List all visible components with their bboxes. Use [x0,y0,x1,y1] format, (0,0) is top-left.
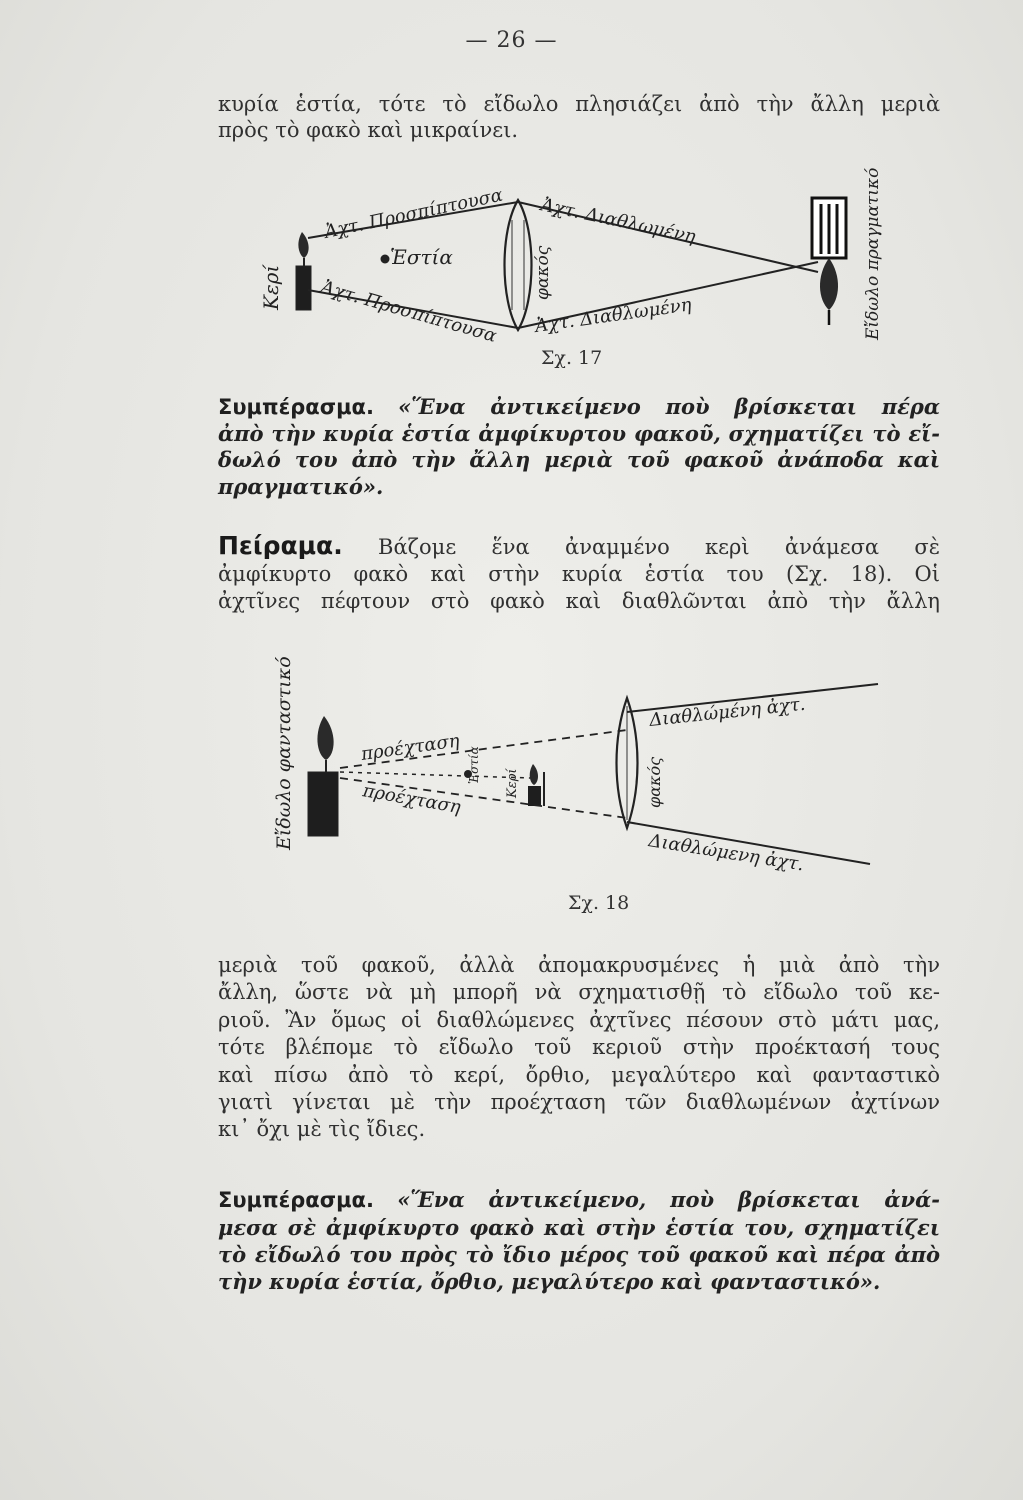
text-line: μεριὰ τοῦ φακοῦ, ἀλλὰ ἀπομακρυσμένες ἡ μιὰ ἀπὸ τὴν [218,953,940,977]
experiment-paragraph [218,532,940,615]
refracted-ray-bottom-label: Ἀχτ. Διαθλωμένη [533,294,693,337]
real-image-label: Εἴδωλο πραγματικό [863,167,883,340]
focus-label: Ἑστία [467,746,481,784]
focus-point [381,255,390,264]
text-line: τότε βλέπομε τὸ εἴδωλο τοῦ κεριοῦ στὴν προέκτασή τους [218,1035,940,1060]
candle-label: Κερί [505,768,520,798]
refracted-ray-top-label: Διαθλώμένη ἀχτ. [648,693,807,731]
biconvex-lens [505,200,532,330]
figure-18-diagram [240,656,900,888]
text-line: γιατὶ γίνεται μὲ τὴν προέχταση τῶν διαθλωμένων ἀχτίνων [218,1090,940,1115]
text-line: κυρία ἑστία, τότε τὸ εἴδωλο πλησιάζει ἀπὸ τὴν ἄλλη μεριὰ [218,92,940,116]
conclusion-label: Συμπέρασμα. [218,1188,374,1212]
figure-18-caption: Σχ. 18 [568,892,630,914]
text-line: κι᾿ ὄχι μὲ τὶς ἴδιες. [218,1117,426,1142]
conclusion-1 [218,394,940,500]
projection-middle [340,772,530,778]
projection-top-label: προέχταση [359,730,461,765]
conclusion-2 [218,1186,940,1295]
refracted-ray-bottom-label: Διαθλώμενη ἀχτ. [647,830,806,876]
figure-17-caption: Σχ. 17 [541,347,603,369]
focus-label: Ἑστία [390,245,453,269]
incident-ray-top-label: Ἀχτ. Προσπίπτουσα [322,184,505,243]
page-number: — 26 — [465,28,558,53]
candle-icon [528,764,544,806]
experiment-text: ἀχτῖνες πέφτουν στὸ φακὸ καὶ διαθλῶνται ἀπὸ τὴν ἄλλη [218,589,940,613]
conclusion-text: ἀπὸ τὴν κυρία ἑστία ἀμφίκυρτου φακοῦ, σχηματίζει τὸ εἴ- [218,420,940,446]
text-line: πρὸς τὸ φακὸ καὶ μικραίνει. [218,117,519,142]
virtual-image-label: Εἴδωλο φανταστικό [273,656,295,850]
conclusion-text: πραγματικό». [218,473,384,499]
conclusion-text: «Ἕνα ἀντικείμενο ποὺ βρίσκεται πέρα [398,394,940,419]
text-line: ριοῦ. Ἂν ὅμως οἱ διαθλώμενες ἀχτῖνες πέσουν στὸ μάτι μας, [218,1007,940,1032]
refracted-ray-top-label: Ἀχτ. Διαθλωμένη [538,194,698,248]
biconvex-lens [617,698,638,828]
virtual-image-candle-icon [308,716,338,836]
incident-ray-bottom-label: Ἀχτ. Προσπίπτουσα [318,276,499,347]
intro-paragraph [218,92,940,143]
conclusion-text: δωλό του ἀπὸ τὴν ἄλλη μεριὰ τοῦ φακοῦ ἀνάποδα καὶ [218,447,940,472]
figure-17-diagram [259,167,908,350]
conclusion-label: Συμπέρασμα. [218,395,374,419]
text-line: ἄλλη, ὥστε νὰ μὴ μπορῆ νὰ σχηματισθῇ τὸ εἴδωλο τοῦ κε- [218,980,940,1005]
experiment-label: Πείραμα. [218,531,343,560]
candle-label: Κερί [259,264,283,310]
text-line: καὶ πίσω ἀπὸ τὸ κερί, ὄρθιο, μεγαλύτερο καὶ φανταστικὸ [218,1062,940,1087]
conclusion-text: μεσα σὲ ἀμφίκυρτο φακὸ καὶ στὴν ἑστία του, σχηματίζει [218,1215,940,1240]
conclusion-text: τὸ εἴδωλό του πρὸς τὸ ἴδιο μέρος τοῦ φακοῦ καὶ πέρα ἀπὸ [218,1242,940,1267]
lens-label: φακός [645,756,664,808]
candle-icon [296,232,311,310]
experiment-text: ἀμφίκυρτο φακὸ καὶ στὴν κυρία ἑστία του (Σχ. 18). Οἱ [218,562,940,586]
projection-bottom-label: προέχταση [361,780,463,819]
conclusion-text: «Ἕνα ἀντικείμενο, ποὺ βρίσκεται ἀνά- [397,1187,940,1212]
lens-label: φακός [533,245,553,300]
body-paragraph [218,952,940,1144]
experiment-text: Βάζομε ἕνα ἀναμμένο κερὶ ἀνάμεσα σὲ [378,535,940,559]
conclusion-text: τὴν κυρία ἑστία, ὄρθιο, μεγαλύτερο καὶ φανταστικό». [218,1269,881,1294]
